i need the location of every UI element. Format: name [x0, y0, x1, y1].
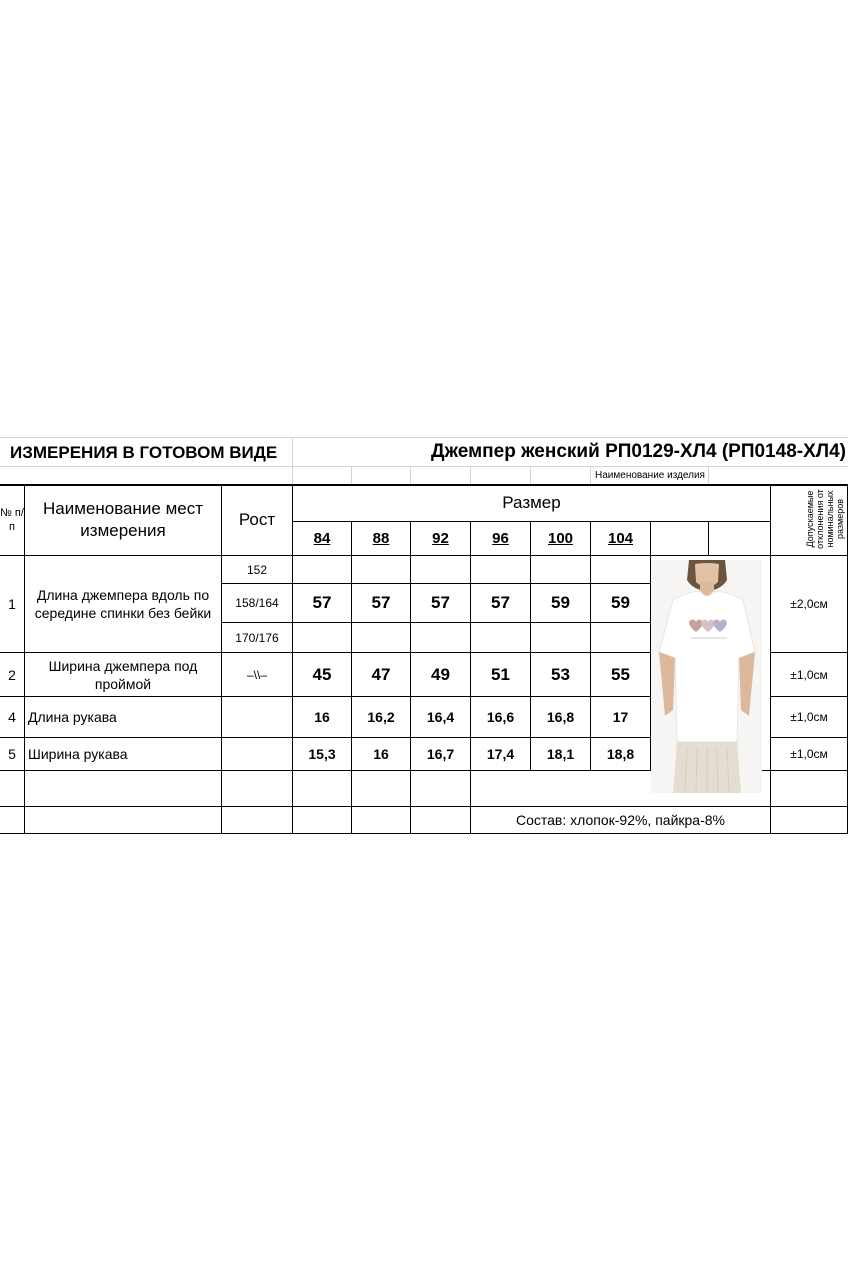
column-header-name: Наименование мест измерения: [43, 499, 203, 540]
grid-line: [708, 521, 709, 556]
row-2-tolerance: ±1,0см: [790, 667, 828, 682]
column-header-height: Рост: [238, 510, 276, 529]
row-4-value-92: 16,4: [426, 709, 455, 725]
row-5-value-92: 16,7: [426, 746, 455, 762]
column-header-size: Размер: [502, 493, 561, 512]
size-100: 100: [547, 530, 574, 547]
grid-line: [650, 521, 651, 556]
product-name-note: Наименование изделия: [595, 470, 705, 481]
row-5-value-104: 18,8: [606, 746, 635, 762]
row-4-number: 4: [8, 709, 16, 725]
row-5-value-84: 15,3: [308, 746, 336, 762]
row-1-value-84: 57: [312, 593, 332, 612]
row-4-value-96: 16,6: [486, 709, 515, 725]
composition-note: Состав: хлопок-92%, пайкра-8%: [515, 812, 725, 828]
row-4-value-104: 17: [612, 709, 629, 725]
row-2-height: –\\–: [246, 667, 267, 682]
grid-line: [410, 466, 411, 485]
row-2-number: 2: [8, 666, 16, 683]
size-92: 92: [432, 530, 449, 547]
row-2-value-104: 55: [611, 664, 630, 684]
product-title: Джемпер женский РП0129-ХЛ4 (РП0148-ХЛ4): [431, 441, 846, 462]
row-2-value-100: 53: [551, 664, 570, 684]
column-header-number: № п/п: [0, 507, 24, 533]
row-4-value-100: 16,8: [546, 709, 575, 725]
size-84: 84: [313, 530, 331, 547]
grid-line: [292, 437, 293, 485]
row-1-name: Длина джемпера вдоль по середине спинки без бейки: [34, 587, 212, 621]
row-5-value-88: 16: [373, 746, 389, 762]
row-1-height-152: 152: [246, 562, 268, 577]
row-1-height-170-176: 170/176: [235, 630, 279, 645]
row-5-value-100: 18,1: [546, 746, 575, 762]
row-5-tolerance: ±1,0см: [790, 747, 828, 761]
sheet-title: ИЗМЕРЕНИЯ В ГОТОВОМ ВИДЕ: [10, 443, 278, 462]
row-5-value-96: 17,4: [486, 746, 515, 762]
row-1-value-88: 57: [371, 593, 391, 612]
grid-line: [470, 466, 471, 485]
column-header-tolerance: Допускаемые отклонения от номинальных размеров: [805, 489, 845, 549]
t-shirt-model-illustration: [651, 560, 762, 793]
measurement-sheet: [0, 437, 848, 837]
row-1-tolerance: ±2,0см: [790, 597, 828, 611]
row-2-name: Ширина джемпера под проймой: [48, 657, 198, 692]
table-bottom-border: [0, 833, 848, 834]
row-2-value-84: 45: [312, 664, 332, 684]
size-96: 96: [492, 530, 509, 547]
row-1-value-100: 59: [551, 593, 570, 612]
row-1-height-158-164: 158/164: [235, 596, 279, 610]
grid-line: [351, 466, 352, 485]
row-1-value-96: 57: [491, 593, 510, 612]
grid-line: [530, 466, 531, 485]
row-1-value-92: 57: [431, 593, 450, 612]
grid-line: [0, 437, 848, 438]
row-1-value-104: 59: [611, 593, 630, 612]
grid-line: [0, 466, 848, 467]
row-5-name: Ширина рукава: [28, 746, 128, 762]
row-4-tolerance: ±1,0см: [790, 710, 828, 724]
product-photo: [651, 560, 762, 793]
row-1-number: 1: [8, 596, 16, 612]
row-4-name: Длина рукава: [28, 709, 117, 725]
row-2-value-96: 51: [491, 664, 510, 684]
row-4-value-84: 16: [314, 709, 330, 725]
row-2-value-92: 49: [431, 664, 450, 684]
size-104: 104: [607, 530, 634, 547]
size-88: 88: [372, 530, 390, 547]
row-2-value-88: 47: [371, 664, 391, 684]
row-4-value-88: 16,2: [367, 709, 395, 725]
row-5-number: 5: [8, 746, 16, 762]
